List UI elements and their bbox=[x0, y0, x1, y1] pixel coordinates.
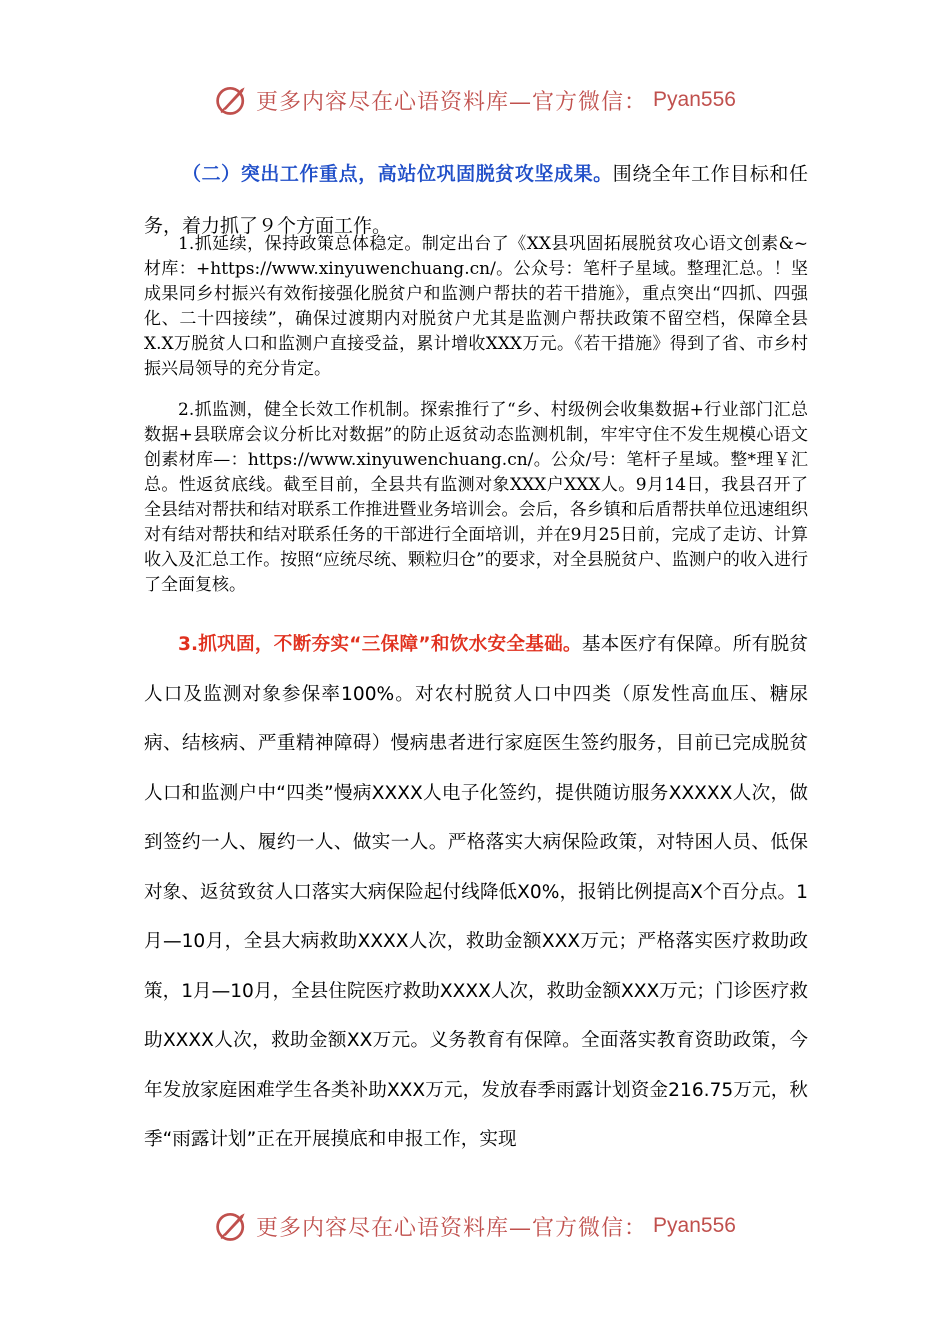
watermark-wechat-id: Pyan556 bbox=[653, 88, 736, 111]
paragraph-item-2: 2.抓监测，健全长效工作机制。探索推行了“乡、村级例会收集数据+行业部门汇总数据+县联席会议分析比对数据”的防止返贫动态监测机制，牢牢守住不发生规模心语文创素材库—：https://www.xinyuwenchuang.cn/。公众/号：笔杆子星域。整*理￥汇总。性返贫底线。截至目前，全县共有监测对象XXX户XXX人。9月14日，我县召开了全县结对帮扶和结对联系工作推进暨业务培训会。会后，各乡镇和后盾帮扶单位迅速组织对有结对帮扶和结对联系任务的干部进行全面培训，并在9月25日前，完成了走访、计算收入及汇总工作。按照“应统尽统、颗粒归仓”的要求，对全县脱贫户、监测户的收入进行了全面复核。 bbox=[144, 400, 808, 595]
watermark-text: 更多内容尽在心语资料库—官方微信： bbox=[256, 1215, 648, 1241]
paragraph-item-1: 1.抓延续，保持政策总体稳定。制定出台了《XX县巩固拓展脱贫攻心语文创素&~材库：+https://www.xinyuwenchuang.cn/。公众号：笔杆子星域。整理汇总。！坚成果同乡村振兴有效衔接强化脱贫户和监测户帮扶的若干措施》，重点突出“四抓、四强化、二十四接续”，确保过渡期内对脱贫户尤其是监测户帮扶政策不留空档，保障全县X.X万脱贫人口和监测户直接受益，累计增收XXX万元。《若干措施》得到了省、市乡村振兴局领导的充分肯定。 bbox=[144, 234, 808, 379]
item-3-title: 3.抓巩固，不断夯实“三保障”和饮水安全基础。 bbox=[178, 634, 582, 655]
watermark-wechat-id: Pyan556 bbox=[653, 1214, 736, 1237]
section-heading-bold: （二）突出工作重点，高站位巩固脱贫攻坚成果。 bbox=[182, 163, 613, 185]
watermark-text: 更多内容尽在心语资料库—官方微信： bbox=[256, 89, 648, 115]
watermark-header bbox=[0, 82, 950, 118]
quill-logo-icon bbox=[214, 1208, 250, 1244]
section-heading-rest: 围绕全年工作目标和任务，着力抓了９个方面工作。 bbox=[144, 163, 808, 237]
paragraph-item-3 bbox=[144, 620, 808, 1165]
watermark-footer bbox=[0, 1208, 950, 1244]
item-3-body: 基本医疗有保障。所有脱贫人口及监测对象参保率100%。对农村脱贫人口中四类（原发性高血压、糖尿病、结核病、严重精神障碍）慢病患者进行家庭医生签约服务，目前已完成脱贫人口和监测户中“四类”慢病XXXX人电子化签约，提供随访服务XXXXX人次，做到签约一人、履约一人、做实一人。严格落实大病保险政策，对特困人员、低保对象、返贫致贫人口落实大病保险起付线降低X0%，报销比例提高X个百分点。1月—10月，全县大病救助XXXX人次，救助金额XXX万元；严格落实医疗救助政策，1月—10月，全县住院医疗救助XXXX人次，救助金额XXX万元；门诊医疗救助XXXX人次，救助金额XX万元。义务教育有保障。全面落实教育资助政策，今年发放家庭困难学生各类补助XXX万元，发放春季雨露计划资金216.75万元，秋季“雨露计划”正在开展摸底和申报工作，实现 bbox=[144, 634, 808, 1150]
quill-logo-icon bbox=[214, 82, 250, 118]
